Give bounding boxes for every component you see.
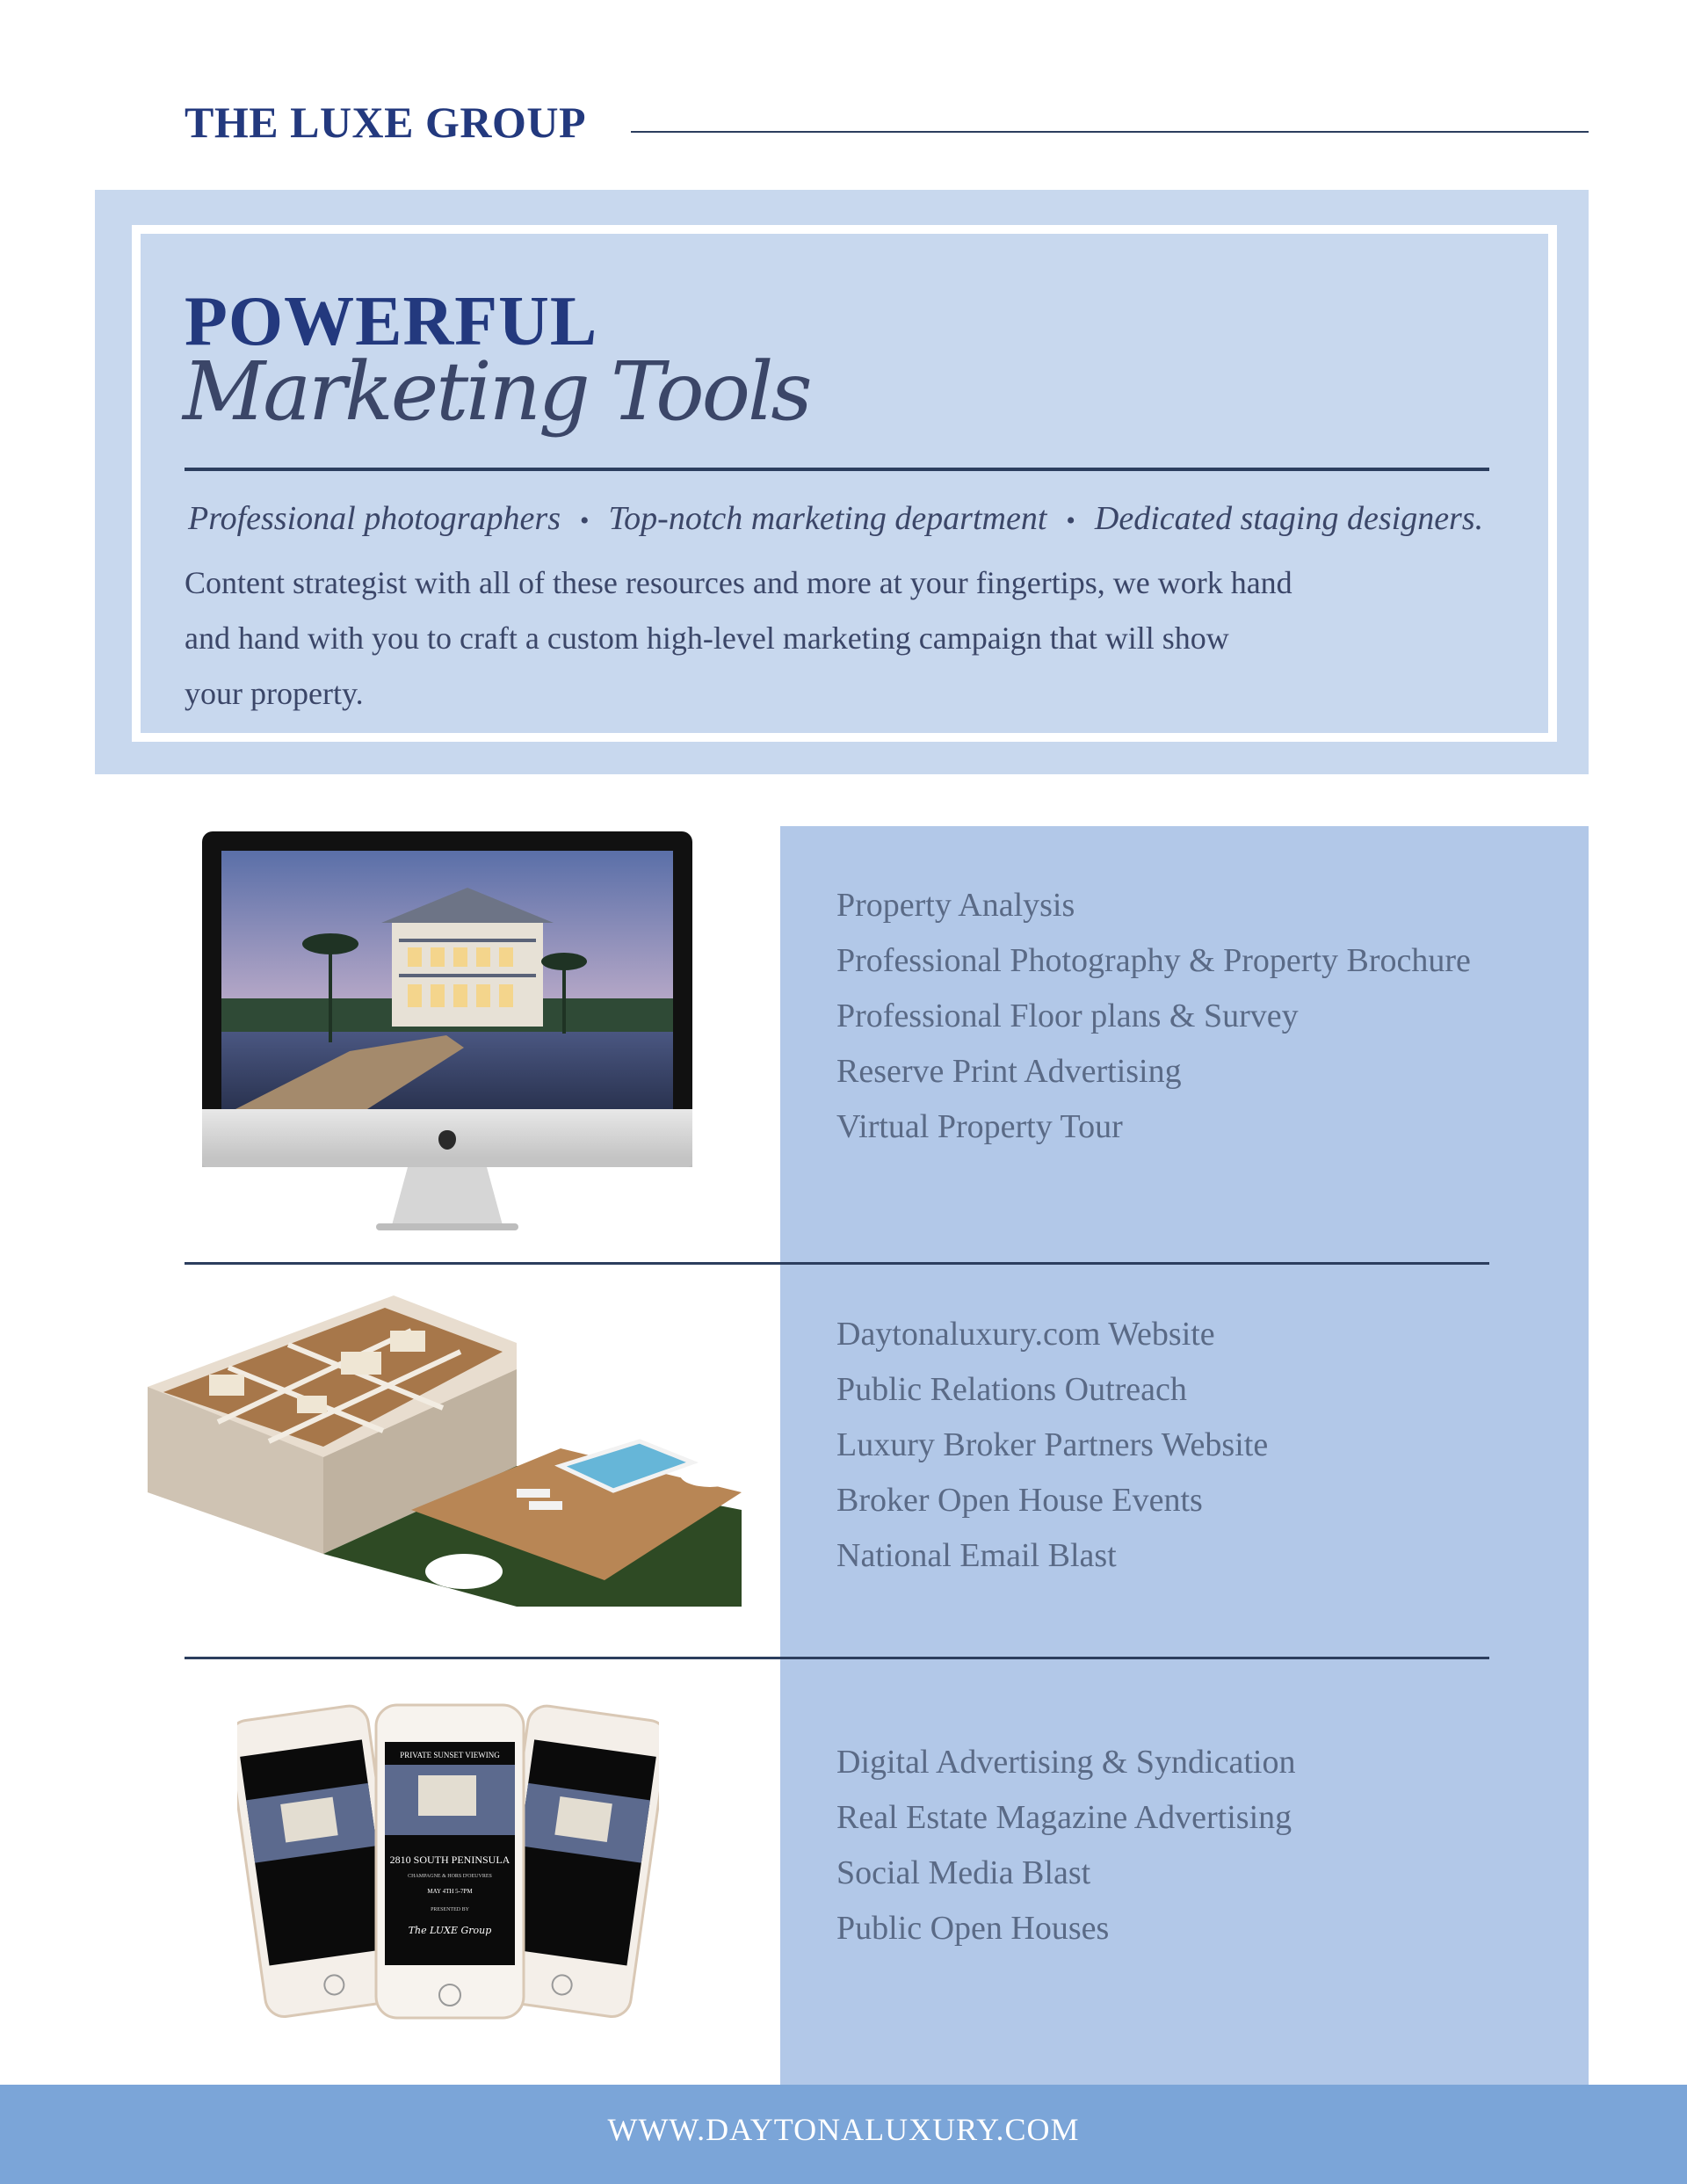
hero-body: [185, 555, 1485, 722]
service-item: Digital Advertising & Syndication: [836, 1744, 1296, 1781]
phone-screen-presented: PRESENTED BY: [431, 1907, 469, 1912]
imac-property-photo: [200, 831, 694, 1237]
service-item: Luxury Broker Partners Website: [836, 1426, 1269, 1463]
bullet-separator: •: [580, 506, 590, 535]
hero-script-title: Marketing Tools: [183, 345, 810, 439]
services-list-1: [836, 878, 1471, 1155]
bullet-separator: •: [1066, 506, 1075, 535]
phone-screen-address: 2810 SOUTH PENINSULA: [389, 1854, 510, 1866]
service-item: Public Open Houses: [836, 1910, 1110, 1947]
imac-stand: [392, 1167, 503, 1225]
service-item: Professional Floor plans & Survey: [836, 998, 1299, 1034]
phone-mockups: [237, 1694, 659, 2034]
section-divider: [185, 1657, 1489, 1659]
services-list-2: [836, 1307, 1268, 1584]
service-item: Professional Photography & Property Brochure: [836, 942, 1471, 979]
service-item: Public Relations Outreach: [836, 1371, 1187, 1408]
service-item: Virtual Property Tour: [836, 1108, 1123, 1145]
service-item: Daytonaluxury.com Website: [836, 1316, 1215, 1353]
3d-floor-plan: [148, 1290, 742, 1607]
service-item: Reserve Print Advertising: [836, 1053, 1182, 1090]
service-item: Broker Open House Events: [836, 1482, 1203, 1519]
services-list-3: [836, 1735, 1295, 1956]
hero-body-line: Content strategist with all of these resources and more at your fingertips, we work hand: [185, 565, 1292, 600]
footer-website-link[interactable]: WWW.DAYTONALUXURY.COM: [607, 2112, 1080, 2147]
section-divider: [185, 1262, 1489, 1265]
phone-screen-logo: The LUXE Group: [408, 1925, 492, 1936]
header-rule: [631, 131, 1589, 133]
hero-title: POWERFUL: [185, 283, 598, 360]
tagline: Dedicated staging designers.: [1094, 500, 1484, 537]
service-item: Real Estate Magazine Advertising: [836, 1799, 1292, 1836]
hero-rule: [185, 468, 1489, 471]
hero-body-line: and hand with you to craft a custom high-level marketing campaign that will show: [185, 620, 1229, 656]
phone-screen-date: MAY 4TH 5-7PM: [427, 1888, 473, 1895]
service-item: National Email Blast: [836, 1537, 1117, 1574]
phone-center: [376, 1705, 524, 2018]
service-item: Social Media Blast: [836, 1854, 1091, 1891]
taglines: [188, 499, 1506, 538]
service-item: Property Analysis: [836, 887, 1075, 924]
tagline: Top-notch marketing department: [608, 500, 1047, 537]
phone-screen-subtitle: CHAMPAGNE & HORS D'OEUVRES: [408, 1874, 492, 1879]
hero-body-line: your property.: [185, 676, 364, 711]
phone-screen-header: PRIVATE SUNSET VIEWING: [400, 1751, 500, 1760]
tagline: Professional photographers: [188, 500, 561, 537]
brand-name: THE LUXE GROUP: [185, 98, 587, 147]
